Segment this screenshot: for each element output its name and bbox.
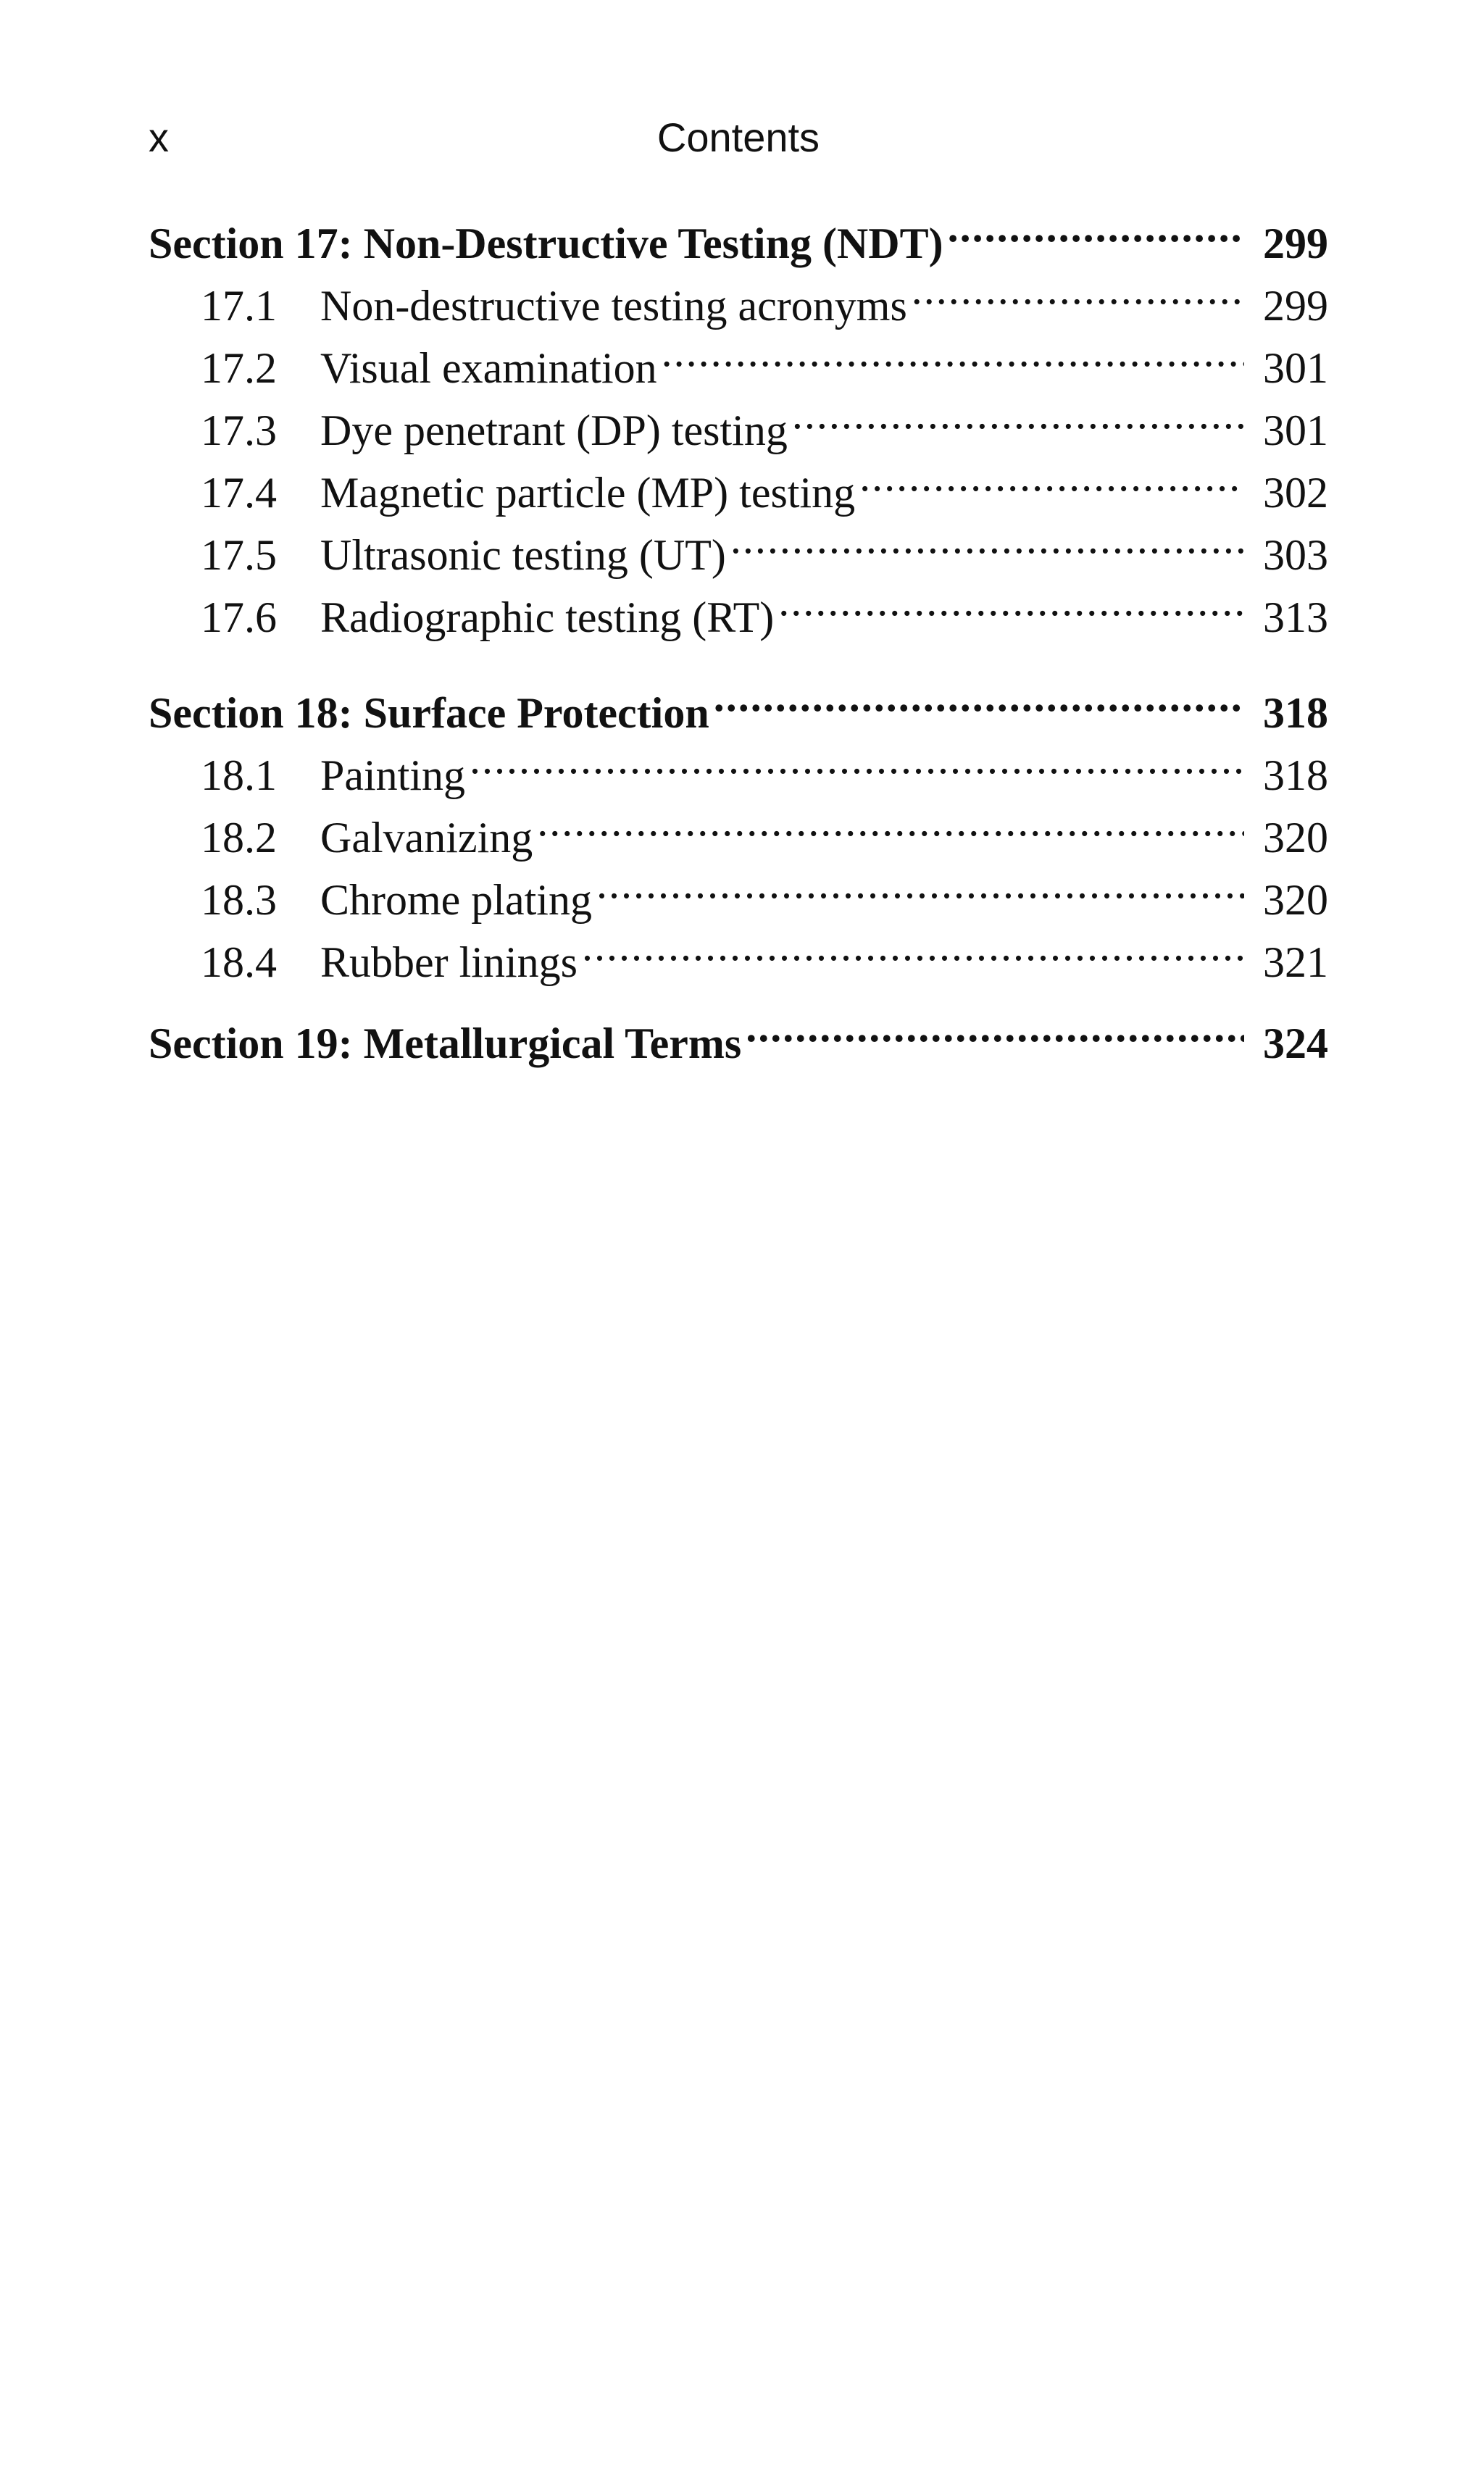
entry-number: 18.3 [201, 876, 277, 924]
entry-title: Non-destructive testing acronyms [320, 282, 907, 330]
entry-title: Dye penetrant (DP) testing [320, 406, 788, 454]
entry-number: 17.4 [201, 469, 277, 517]
entry-number: 18.2 [201, 814, 277, 862]
dot-leader [714, 665, 1244, 727]
dot-leader [778, 570, 1244, 632]
entry-page: 313 [1263, 593, 1328, 641]
section-title: Section 17: Non-Destructive Testing (NDT) [149, 220, 943, 267]
dot-leader [596, 852, 1244, 914]
entry-title: Painting [320, 751, 466, 799]
entry-page: 299 [1263, 282, 1328, 330]
dot-leader [792, 383, 1244, 445]
entry-page: 318 [1263, 751, 1328, 799]
entry-page: 321 [1263, 938, 1328, 986]
section-page: 318 [1263, 689, 1328, 737]
entry-page: 303 [1263, 531, 1328, 579]
dot-leader [730, 507, 1244, 570]
entry-page: 320 [1263, 876, 1328, 924]
entry-page: 301 [1263, 406, 1328, 454]
running-title: Contents [656, 114, 820, 160]
entry-title: Rubber linings [320, 938, 578, 986]
entry-page: 320 [1263, 814, 1328, 862]
dot-leader [859, 445, 1244, 507]
entry-number: 18.1 [201, 751, 277, 799]
entry-number: 17.1 [201, 282, 277, 330]
section-title: Section 18: Surface Protection [149, 689, 709, 737]
dot-leader [912, 258, 1244, 320]
entry-number: 17.5 [201, 531, 277, 579]
entry-number: 18.4 [201, 938, 277, 986]
entry-title: Visual examination [320, 344, 657, 392]
entry-title: Magnetic particle (MP) testing [320, 469, 856, 517]
entry-page: 302 [1263, 469, 1328, 517]
entry-title: Radiographic testing (RT) [320, 593, 775, 641]
running-header [149, 109, 1328, 167]
toc-section-18[interactable] [149, 665, 1328, 737]
dot-leader [582, 914, 1244, 977]
toc-section-17[interactable] [149, 196, 1328, 267]
dot-leader [948, 196, 1244, 258]
entry-number: 17.6 [201, 593, 277, 641]
dot-leader [746, 996, 1244, 1058]
toc-section-19[interactable] [149, 996, 1328, 1067]
page-number: x [149, 114, 169, 160]
section-page: 324 [1263, 1019, 1328, 1067]
dot-leader [537, 790, 1244, 852]
entry-title: Chrome plating [320, 876, 592, 924]
table-of-contents [149, 196, 1328, 1067]
dot-leader [662, 320, 1244, 383]
entry-title: Galvanizing [320, 814, 533, 862]
entry-page: 301 [1263, 344, 1328, 392]
entry-title: Ultrasonic testing (UT) [320, 531, 726, 579]
entry-number: 17.3 [201, 406, 277, 454]
section-page: 299 [1263, 220, 1328, 267]
section-title: Section 19: Metallurgical Terms [149, 1019, 742, 1067]
entry-number: 17.2 [201, 344, 277, 392]
dot-leader [470, 727, 1244, 790]
